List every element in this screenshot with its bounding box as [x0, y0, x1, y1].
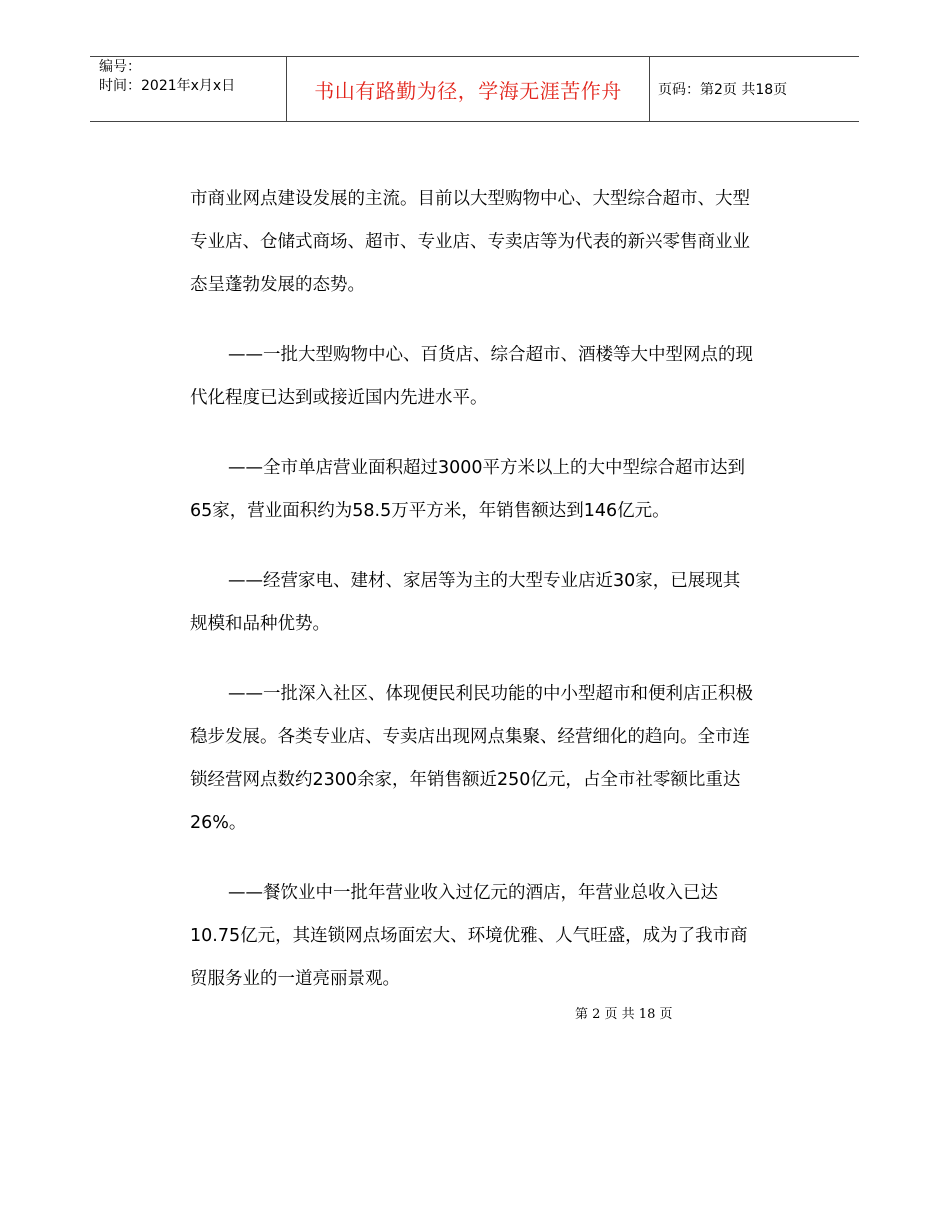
header-info-cell: [90, 57, 287, 121]
page-number-footer: 第 2 页 共 18 页: [575, 1007, 673, 1022]
header-time-label: 时间：2021年x月x日: [99, 78, 236, 94]
paragraph: ——经营家电、建材、家居等为主的大型专业店近30家，已展现其规模和品种优势。: [190, 571, 741, 634]
paragraph: ——餐饮业中一批年营业收入过亿元的酒店，年营业总收入已达10.75亿元，其连锁网点场面宏大、环境优雅、人气旺盛，成为了我市商贸服务业的一道亮丽景观。: [190, 883, 748, 989]
header-motto: 书山有路勤为径，学海无涯苦作舟: [287, 57, 650, 121]
paragraph: ——全市单店营业面积超过3000平方米以上的大中型综合超市达到65家，营业面积约为58.5万平方米，年销售额达到146亿元。: [190, 458, 746, 521]
page-header: [90, 56, 859, 122]
paragraph: ——一批深入社区、体现便民利民功能的中小型超市和便利店正积极稳步发展。各类专业店、专卖店出现网点集聚、经营细化的趋向。全市连锁经营网点数约2300余家，年销售额近250亿元，占全市社零额比重达26%。: [190, 684, 753, 833]
paragraph: ——一批大型购物中心、百货店、综合超市、酒楼等大中型网点的现代化程度已达到或接近国内先进水平。: [190, 345, 753, 408]
document-body: [190, 178, 755, 1028]
header-page-label: 页码：第2页 共18页: [658, 82, 788, 98]
header-number-label: 编号：: [99, 59, 141, 75]
paragraph: 市商业网点建设发展的主流。目前以大型购物中心、大型综合超市、大型专业店、仓储式商场、超市、专业店、专卖店等为代表的新兴零售商业业态呈蓬勃发展的态势。: [190, 189, 750, 295]
